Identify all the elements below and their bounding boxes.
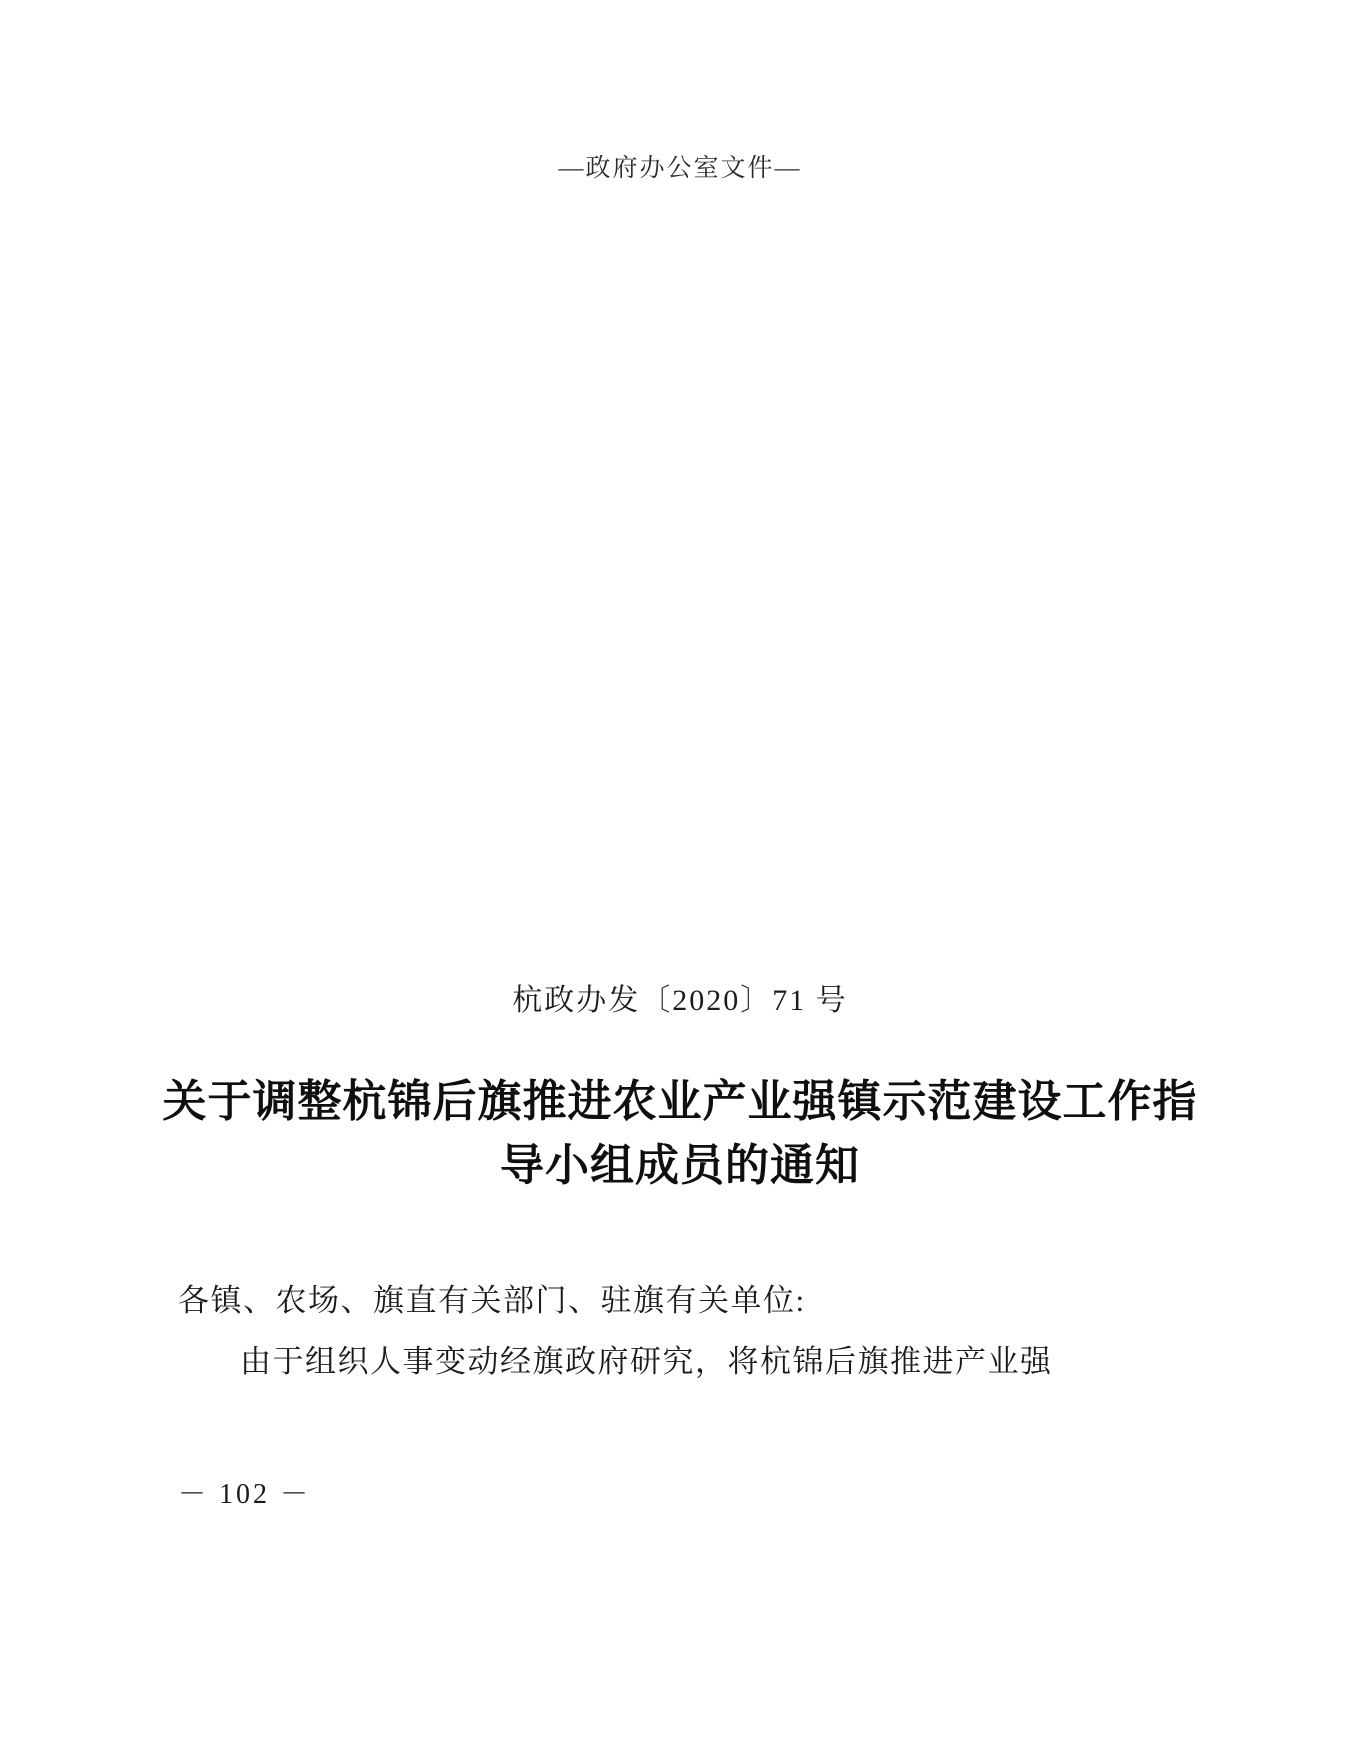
page-title: 关于调整杭锦后旗推进农业产业强镇示范建设工作指导小组成员的通知 bbox=[162, 1077, 1198, 1190]
document-recipient: 各镇、农场、旗直有关部门、驻旗有关单位: bbox=[178, 1283, 806, 1318]
document-number: 杭政办发〔2020〕71 号 bbox=[512, 984, 848, 1017]
document-paragraph: 由于组织人事变动经旗政府研究，将杭锦后旗推进产业强 bbox=[240, 1344, 1053, 1379]
page-number: － 102 － bbox=[178, 1479, 312, 1510]
document-header: —政府办公室文件— bbox=[558, 155, 802, 182]
